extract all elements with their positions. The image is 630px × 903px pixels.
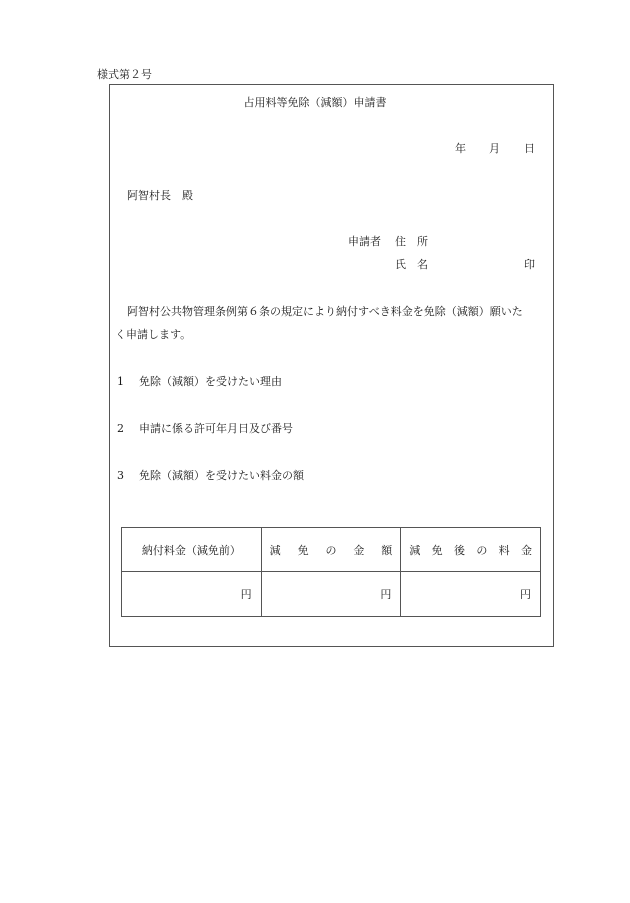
item-number-1: 1 xyxy=(117,375,124,388)
item-number-3: 3 xyxy=(117,469,124,482)
date-day-label: 日 xyxy=(524,142,535,155)
fee-after-reduction-unit: 円 xyxy=(401,572,541,617)
form-title: 占用料等免除（減額）申請書 xyxy=(243,96,387,109)
fee-before-reduction-unit: 円 xyxy=(122,572,262,617)
fee-table xyxy=(121,527,541,617)
date-month-label: 月 xyxy=(489,142,500,155)
date-year-label: 年 xyxy=(455,142,466,155)
form-number: 様式第２号 xyxy=(97,68,152,81)
applicant-address-label: 住 所 xyxy=(395,235,428,248)
item-number-2: 2 xyxy=(117,422,124,435)
seal-mark: 印 xyxy=(524,258,535,271)
header-reduction-amount: 減免の金額 xyxy=(261,528,401,572)
header-fee-after-reduction: 減免後の料金 xyxy=(401,528,541,572)
body-text-line-2: く申請します。 xyxy=(115,328,192,341)
applicant-label: 申請者 xyxy=(348,235,381,248)
body-text-line-1: 阿智村公共物管理条例第６条の規定により納付すべき料金を免除（減額）願いた xyxy=(127,305,523,318)
addressee: 阿智村長 殿 xyxy=(127,189,193,202)
item-text-3: 免除（減額）を受けたい料金の額 xyxy=(139,469,304,482)
item-text-1: 免除（減額）を受けたい理由 xyxy=(139,375,282,388)
item-text-2: 申請に係る許可年月日及び番号 xyxy=(139,422,293,435)
fee-table-value-row xyxy=(122,572,541,617)
header-fee-before-reduction: 納付料金（減免前） xyxy=(122,528,262,572)
fee-table-header-row xyxy=(122,528,541,572)
reduction-amount-unit: 円 xyxy=(261,572,401,617)
applicant-name-label: 氏 名 xyxy=(395,258,428,271)
